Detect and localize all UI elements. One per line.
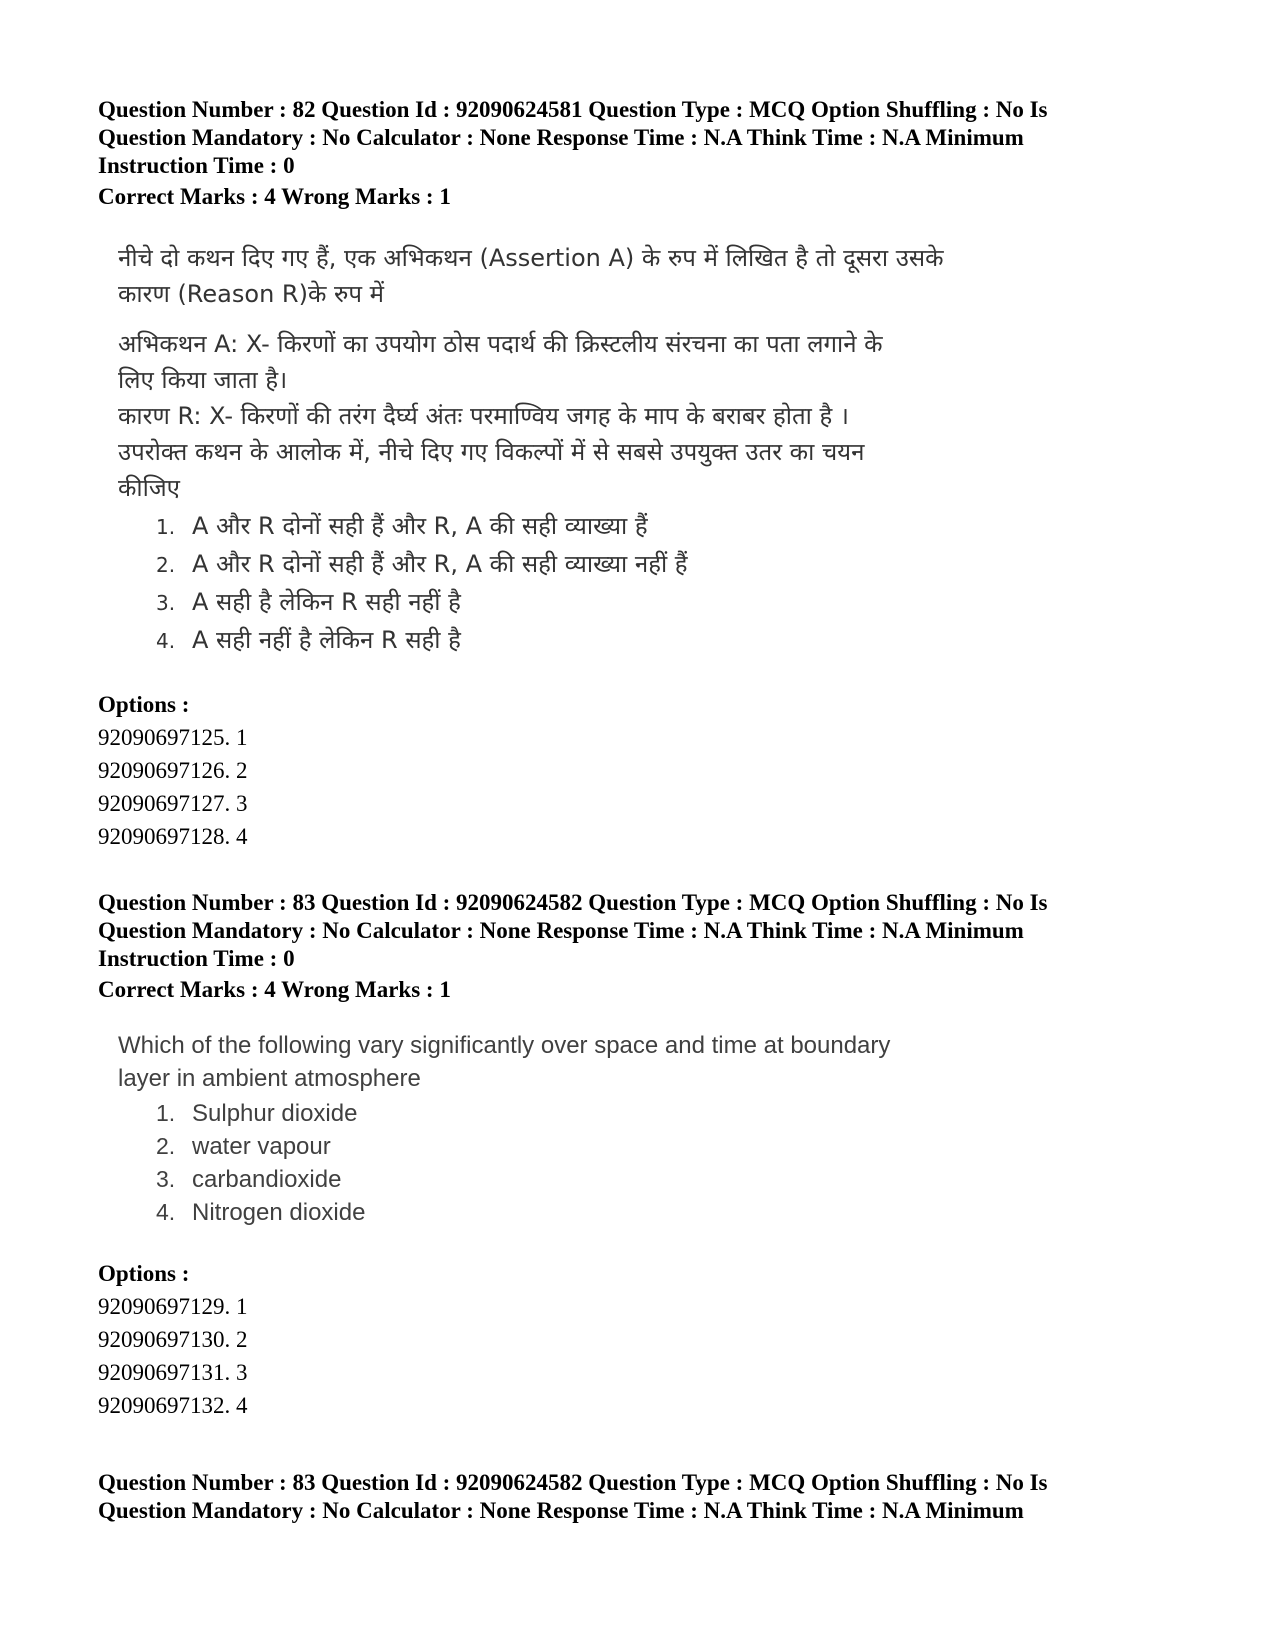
- choice-item: [156, 584, 1118, 622]
- meta-line: Question Number : 82 Question Id : 92090624581 Question Type : MCQ Option Shuffling : No Is: [98, 97, 1048, 122]
- question-body-line: कारण R: X- किरणों की तरंग दैर्घ्य अंतः परमाण्विय जगह के माप के बराबर होता है ।: [118, 402, 849, 430]
- choice-number: 4.: [156, 629, 176, 653]
- choice-number: 3.: [156, 1166, 176, 1192]
- options-heading: Options :: [98, 1261, 190, 1286]
- question-83-options: [98, 1258, 248, 1422]
- choice-item: [156, 622, 1118, 660]
- question-body-line: उपरोक्त कथन के आलोक में, नीचे दिए गए विकल्पों में से सबसे उपयुक्त उतर का चयन: [118, 438, 865, 466]
- choice-number: 1.: [156, 515, 176, 539]
- choice-number: 4.: [156, 1199, 176, 1225]
- option-item: 92090697126. 2: [98, 758, 248, 783]
- option-item: 92090697131. 3: [98, 1360, 248, 1385]
- question-82-marks: Correct Marks : 4 Wrong Marks : 1: [98, 184, 451, 209]
- question-body-line: कीजिए: [118, 474, 180, 502]
- choice-item: [156, 546, 1118, 584]
- question-82-options: [98, 689, 248, 853]
- meta-line: Instruction Time : 0: [98, 946, 295, 971]
- option-item: 92090697125. 1: [98, 725, 248, 750]
- option-item: 92090697130. 2: [98, 1327, 248, 1352]
- question-82-text: [118, 240, 1118, 660]
- question-83-text: [118, 1029, 1118, 1229]
- meta-line: Question Mandatory : No Calculator : None Response Time : N.A Think Time : N.A Minimum: [98, 918, 1024, 943]
- question-83-marks: Correct Marks : 4 Wrong Marks : 1: [98, 977, 451, 1002]
- choice-number: 2.: [156, 553, 176, 577]
- choice-text: Sulphur dioxide: [192, 1100, 358, 1127]
- question-83-choice-list: [118, 1097, 1118, 1229]
- choice-number: 3.: [156, 591, 176, 615]
- choice-text: Nitrogen dioxide: [192, 1199, 366, 1226]
- choice-item: [156, 1196, 1118, 1229]
- choice-item: [156, 1130, 1118, 1163]
- choice-text: A सही नहीं है लेकिन R सही है: [192, 626, 461, 654]
- question-body-line: लिए किया जाता है।: [118, 366, 288, 394]
- choice-text: A और R दोनों सही हैं और R, A की सही व्याख्या नहीं हैं: [192, 550, 688, 578]
- meta-line: Question Mandatory : No Calculator : None Response Time : N.A Think Time : N.A Minimum: [98, 125, 1024, 150]
- question-next-meta: [98, 1469, 1178, 1525]
- meta-line: Question Mandatory : No Calculator : None Response Time : N.A Think Time : N.A Minimum: [98, 1498, 1024, 1523]
- question-body-line: Which of the following vary significantly over space and time at boundary: [118, 1032, 891, 1059]
- question-body-line: अभिकथन A: X- किरणों का उपयोग ठोस पदार्थ की क्रिस्टलीय संरचना का पता लगाने के: [118, 330, 883, 358]
- option-item: 92090697128. 4: [98, 824, 248, 849]
- choice-number: 1.: [156, 1100, 176, 1126]
- option-item: 92090697132. 4: [98, 1393, 248, 1418]
- meta-line: Instruction Time : 0: [98, 153, 295, 178]
- options-heading: Options :: [98, 692, 190, 717]
- choice-text: water vapour: [192, 1133, 331, 1160]
- option-item: 92090697129. 1: [98, 1294, 248, 1319]
- choice-item: [156, 1163, 1118, 1196]
- choice-number: 2.: [156, 1133, 176, 1159]
- question-82-choice-list: [118, 508, 1118, 660]
- option-item: 92090697127. 3: [98, 791, 248, 816]
- choice-text: carbandioxide: [192, 1166, 342, 1193]
- question-83-meta: [98, 889, 1178, 973]
- question-intro-line: कारण (Reason R)के रुप में: [118, 280, 384, 308]
- choice-item: [156, 1097, 1118, 1130]
- question-intro-line: नीचे दो कथन दिए गए हैं, एक अभिकथन (Assertion A) के रुप में लिखित है तो दूसरा उसके: [118, 244, 944, 272]
- question-body-line: layer in ambient atmosphere: [118, 1065, 421, 1092]
- choice-item: [156, 508, 1118, 546]
- choice-text: A और R दोनों सही हैं और R, A की सही व्याख्या हैं: [192, 512, 648, 540]
- meta-line: Question Number : 83 Question Id : 92090624582 Question Type : MCQ Option Shuffling : No Is: [98, 890, 1048, 915]
- choice-text: A सही है लेकिन R सही नहीं है: [192, 588, 461, 616]
- question-82-meta: [98, 96, 1178, 180]
- meta-line: Question Number : 83 Question Id : 92090624582 Question Type : MCQ Option Shuffling : No Is: [98, 1470, 1048, 1495]
